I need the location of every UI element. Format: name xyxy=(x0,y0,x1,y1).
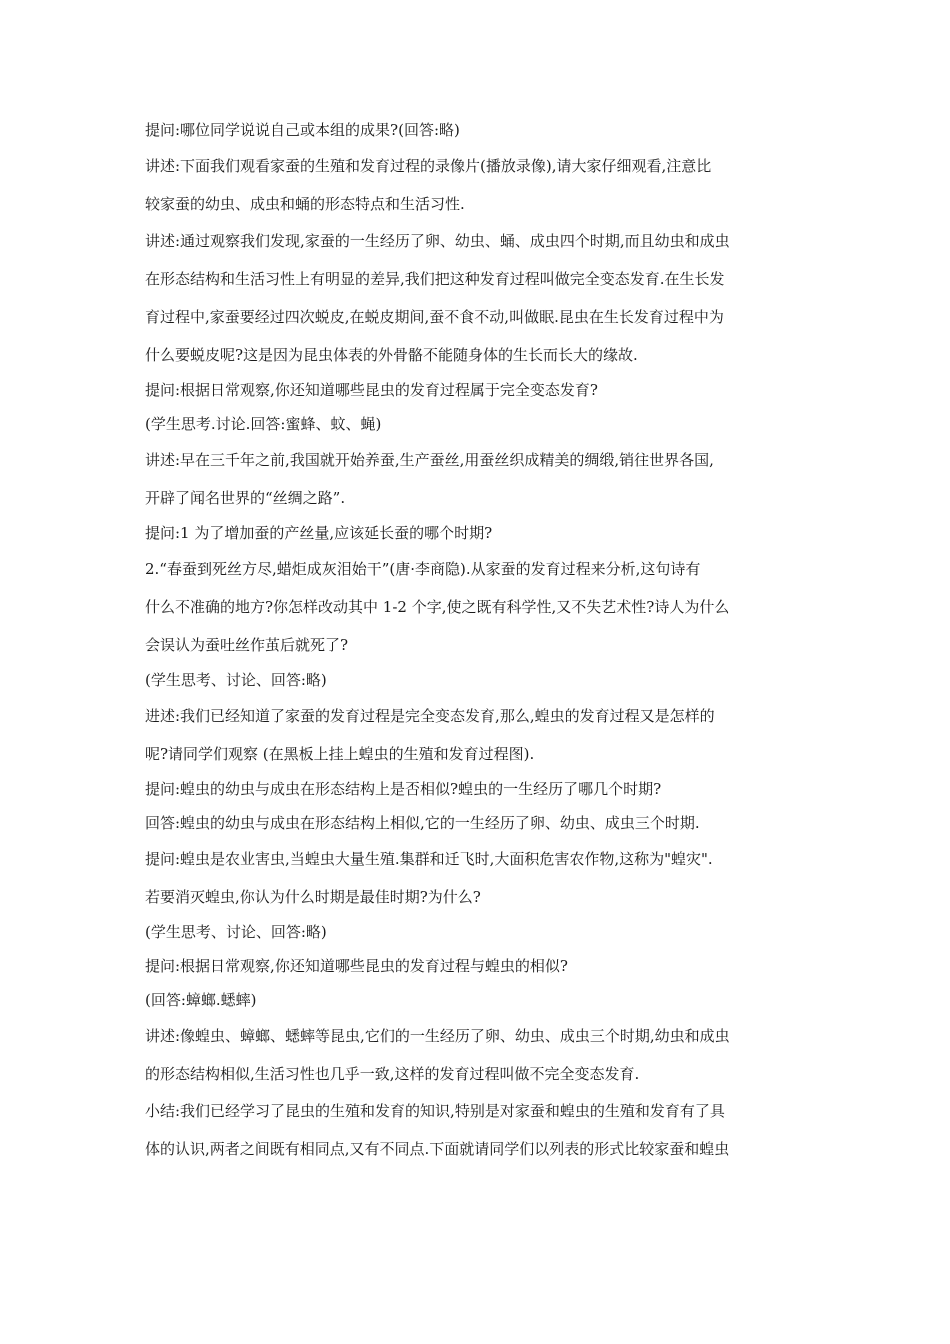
text-line: 什么要蜕皮呢?这是因为昆虫体表的外骨骼不能随身体的生长而长大的缘故. xyxy=(145,346,638,364)
paragraph xyxy=(145,222,815,374)
text-line: (学生思考、讨论、回答:略) xyxy=(145,671,327,689)
text-line: 的形态结构相似,生活习性也几乎一致,这样的发育过程叫做不完全变态发育. xyxy=(145,1065,640,1083)
paragraph xyxy=(145,813,815,833)
paragraph xyxy=(145,1092,815,1168)
text-line: 进述:我们已经知道了家蚕的发育过程是完全变态发育,那么,蝗虫的发育过程又是怎样的 xyxy=(145,707,715,725)
paragraph xyxy=(145,380,815,400)
text-line: 提问:蝗虫是农业害虫,当蝗虫大量生殖.集群和迁飞时,大面积危害农作物,这称为"蝗灾". xyxy=(145,850,713,868)
text-line: 在形态结构和生活习性上有明显的差异,我们把这种发育过程叫做完全变态发育.在生长发 xyxy=(145,270,725,288)
text-line: 讲述:通过观察我们发现,家蚕的一生经历了卵、幼虫、蛹、成虫四个时期,而且幼虫和成虫 xyxy=(145,232,730,250)
text-line: 育过程中,家蚕要经过四次蜕皮,在蜕皮期间,蚕不食不动,叫做眠.昆虫在生长发育过程中为 xyxy=(145,308,724,326)
document-body xyxy=(145,120,815,1174)
paragraph xyxy=(145,670,815,690)
paragraph xyxy=(145,1017,815,1093)
text-line: 会误认为蚕吐丝作茧后就死了? xyxy=(145,636,349,654)
text-line: 体的认识,两者之间既有相同点,又有不同点.下面就请同学们以列表的形式比较家蚕和蝗虫 xyxy=(145,1140,730,1158)
text-line: 较家蚕的幼虫、成虫和蛹的形态特点和生活习性. xyxy=(145,195,465,213)
text-line: 讲述:下面我们观看家蚕的生殖和发育过程的录像片(播放录像),请大家仔细观看,注意比 xyxy=(145,157,712,175)
text-line: (学生思考.讨论.回答:蜜蜂、蚊、蝇) xyxy=(145,415,382,433)
text-line: 提问:蝗虫的幼虫与成虫在形态结构上是否相似?蝗虫的一生经历了哪几个时期? xyxy=(145,780,662,798)
text-line: 呢?请同学们观察 (在黑板上挂上蝗虫的生殖和发育过程图). xyxy=(145,745,535,763)
text-line: 回答:蝗虫的幼虫与成虫在形态结构上相似,它的一生经历了卵、幼虫、成虫三个时期. xyxy=(145,814,700,832)
paragraph xyxy=(145,120,815,140)
paragraph xyxy=(145,840,815,916)
paragraph xyxy=(145,523,815,543)
text-line: (回答:蟑螂.蟋蟀) xyxy=(145,991,257,1009)
paragraph xyxy=(145,697,815,773)
paragraph xyxy=(145,779,815,799)
paragraph xyxy=(145,550,815,664)
text-line: 提问:根据日常观察,你还知道哪些昆虫的发育过程属于完全变态发育? xyxy=(145,381,598,399)
text-line: 小结:我们已经学习了昆虫的生殖和发育的知识,特别是对家蚕和蝗虫的生殖和发育有了具 xyxy=(145,1102,725,1120)
text-line: 2.“春蚕到死丝方尽,蜡炬成灰泪始干”(唐·李商隐).从家蚕的发育过程来分析,这句诗有 xyxy=(145,560,701,578)
text-line: 提问:根据日常观察,你还知道哪些昆虫的发育过程与蝗虫的相似? xyxy=(145,957,568,975)
text-line: 讲述:像蝗虫、蟑螂、蟋蟀等昆虫,它们的一生经历了卵、幼虫、成虫三个时期,幼虫和成虫 xyxy=(145,1027,730,1045)
text-line: 若要消灭蝗虫,你认为什么时期是最佳时期?为什么? xyxy=(145,888,481,906)
paragraph xyxy=(145,990,815,1010)
paragraph xyxy=(145,414,815,434)
paragraph xyxy=(145,147,815,223)
paragraph xyxy=(145,441,815,517)
text-line: 什么不准确的地方?你怎样改动其中 1-2 个字,使之既有科学性,又不失艺术性?诗人为什么 xyxy=(145,598,730,616)
paragraph xyxy=(145,922,815,942)
text-line: 讲述:早在三千年之前,我国就开始养蚕,生产蚕丝,用蚕丝织成精美的绸缎,销往世界各国, xyxy=(145,451,714,469)
text-line: 提问:哪位同学说说自己或本组的成果?(回答:略) xyxy=(145,121,460,139)
paragraph xyxy=(145,956,815,976)
text-line: (学生思考、讨论、回答:略) xyxy=(145,923,327,941)
text-line: 提问:1 为了增加蚕的产丝量,应该延长蚕的哪个时期? xyxy=(145,524,493,542)
text-line: 开辟了闻名世界的“丝绸之路”. xyxy=(145,489,346,507)
